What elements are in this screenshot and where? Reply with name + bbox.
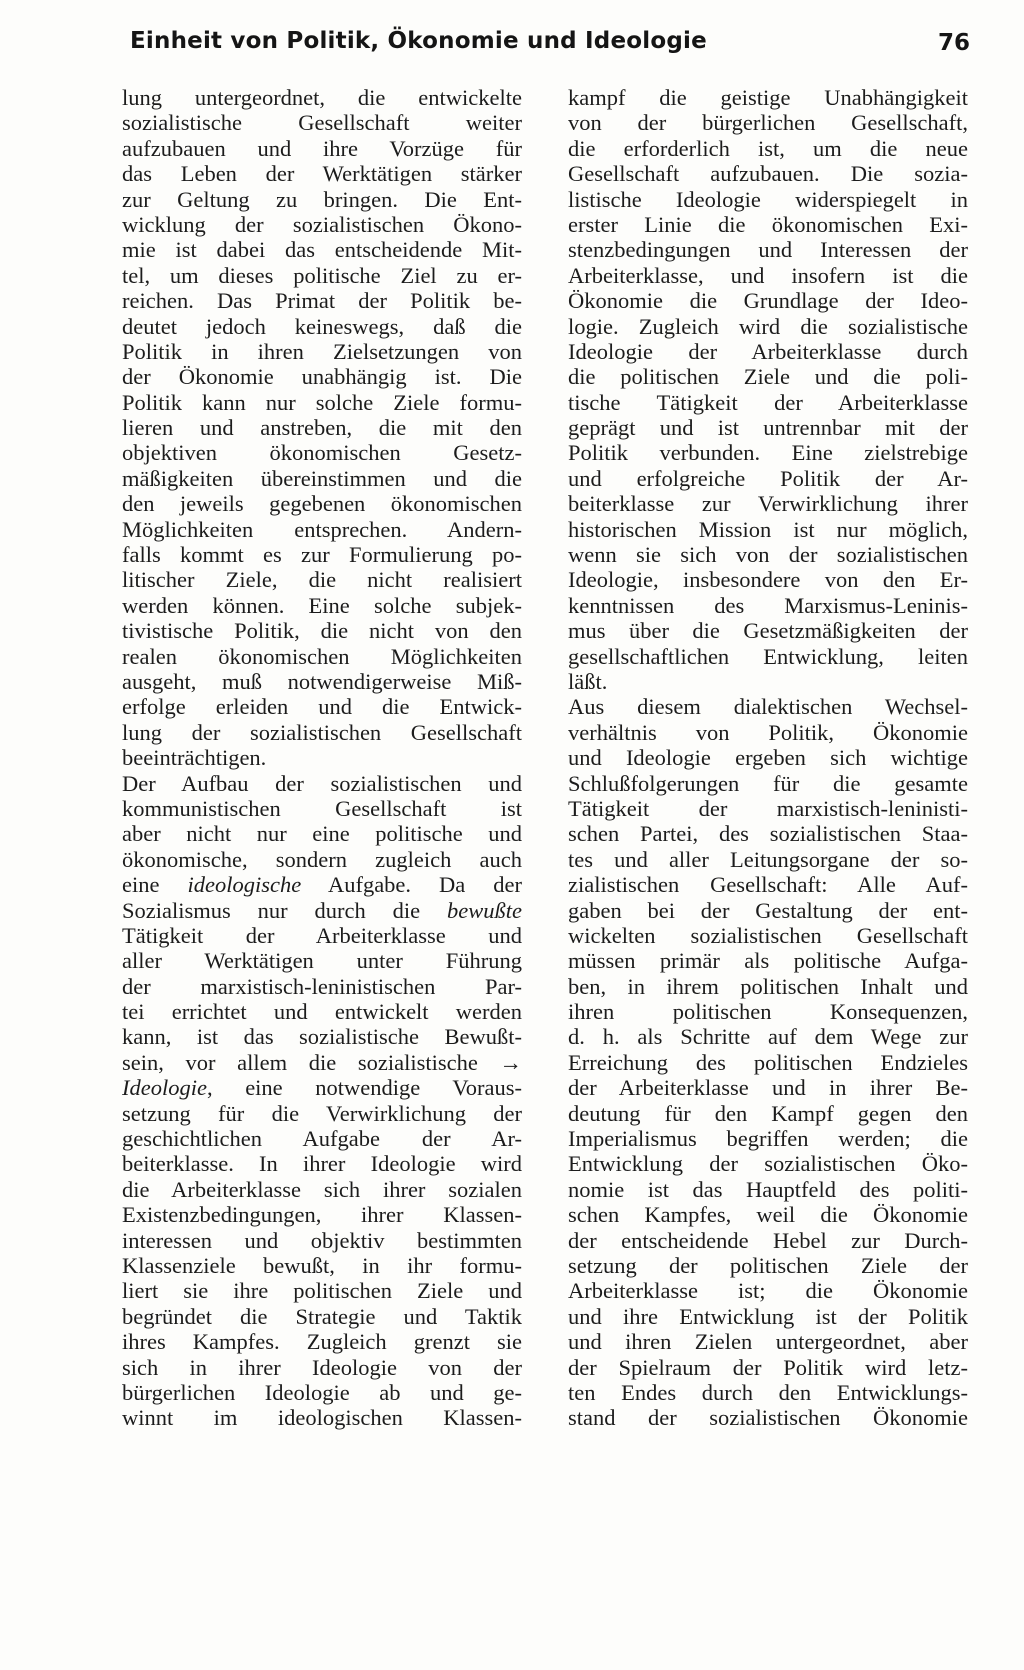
text-line: der marxistisch-leninistischen Par- [122,973,522,999]
text-line [122,898,522,923]
text-line: kann, ist das sozialistische Bewußt- [122,1024,522,1050]
text-line: lieren und anstreben, die mit den [122,415,522,441]
text-line: müssen primär als politische Aufga- [568,948,968,974]
text-line: deutet jedoch keineswegs, daß die [122,313,522,339]
text-line: deutung für den Kampf gegen den [568,1100,968,1126]
text-line: Politik verbunden. Eine zielstrebige [568,440,968,466]
text-line: tel, um dieses politische Ziel zu er- [122,262,522,288]
text-line: wickelten sozialistischen Gesellschaft [568,922,968,948]
text-line: tivistische Politik, die nicht von den [122,618,522,644]
text-line: erster Linie die ökonomischen Exi- [568,211,968,237]
text-line: der Ökonomie unabhängig ist. Die [122,364,522,390]
text-line: beiterklasse zur Verwirklichung ihrer [568,491,968,517]
text-line: Entwicklung der sozialistischen Öko- [568,1151,968,1177]
text-line: Imperialismus begriffen werden; die [568,1126,968,1152]
text-line: stenzbedingungen und Interessen der [568,237,968,263]
text-line: zur Geltung zu bringen. Die Ent- [122,186,522,212]
page-number: 76 [937,30,970,56]
text-line: liert sie ihre politischen Ziele und [122,1278,522,1304]
text-line: lung der sozialistischen Gesellschaft [122,719,522,745]
text-line: historischen Mission ist nur möglich, [568,516,968,542]
text-line: das Leben der Werktätigen stärker [122,161,522,187]
text-line: den jeweils gegebenen ökonomischen [122,491,522,517]
running-head [130,28,970,64]
text-line: Klassenziele bewußt, in ihr formu- [122,1252,522,1278]
text-line: von der bürgerlichen Gesellschaft, [568,110,968,136]
text-line: tei errichtet und entwickelt werden [122,999,522,1025]
text-line: gesellschaftlichen Entwicklung, leiten [568,643,968,669]
text-line: geprägt und ist untrennbar mit der [568,415,968,441]
text-line: lung untergeordnet, die entwickelte [122,85,522,110]
text-line [122,1075,522,1100]
text-line: Politik kann nur solche Ziele formu- [122,389,522,415]
text-line: schen Kampfes, weil die Ökonomie [568,1202,968,1228]
text-line: mäßigkeiten übereinstimmen und die [122,465,522,491]
text-run: Sozialismus nur durch die [122,897,448,923]
text-line: stand der sozialistischen Ökonomie [568,1405,968,1431]
text-run: , eine notwendige Voraus- [206,1075,522,1101]
text-line: winnt im ideologischen Klassen- [122,1405,522,1431]
text-line: sozialistische Gesellschaft weiter [122,110,522,136]
text-line: sein, vor allem die sozialistische → [122,1049,522,1075]
text-line: Gesellschaft aufzubauen. Die sozia- [568,161,968,187]
text-line: Schlußfolgerungen für die gesamte [568,770,968,796]
text-line: Erreichung des politischen Endzieles [568,1049,968,1075]
text-line: der Arbeiterklasse und in ihrer Be- [568,1075,968,1101]
text-line: setzung für die Verwirklichung der [122,1100,522,1126]
text-line: begründet die Strategie und Taktik [122,1303,522,1329]
text-line: zialistischen Gesellschaft: Alle Auf- [568,872,968,898]
text-line: aber nicht nur eine politische und [122,821,522,847]
text-line: Möglichkeiten entsprechen. Andern- [122,516,522,542]
text-line: wenn sie sich von der sozialistischen [568,542,968,568]
emphasized-term: Ideologie [122,1075,207,1101]
text-line: ben, in ihrem politischen Inhalt und [568,973,968,999]
text-line: gaben bei der Gestaltung der ent- [568,897,968,923]
text-line: Existenzbedingungen, ihrer Klassen- [122,1202,522,1228]
text-line: Ökonomie die Grundlage der Ideo- [568,288,968,314]
text-line [122,872,522,897]
text-line: Arbeiterklasse, und insofern ist die [568,262,968,288]
text-line: geschichtlichen Aufgabe der Ar- [122,1126,522,1152]
text-line: und ihre Entwicklung ist der Politik [568,1303,968,1329]
text-line: schen Partei, des sozialistischen Staa- [568,821,968,847]
text-line: nomie ist das Hauptfeld des politi- [568,1176,968,1202]
text-line: tische Tätigkeit der Arbeiterklasse [568,389,968,415]
text-line: kommunistischen Gesellschaft ist [122,795,522,821]
text-line: ten Endes durch den Entwicklungs- [568,1379,968,1405]
text-line: ihren politischen Konsequenzen, [568,999,968,1025]
text-line: verhältnis von Politik, Ökonomie [568,719,968,745]
text-line: kenntnissen des Marxismus-Leninis- [568,592,968,618]
text-column-left [122,85,522,1431]
text-line: falls kommt es zur Formulierung po- [122,542,522,568]
column-gutter [545,95,546,1465]
text-run: Aufgabe. Da der [301,872,522,898]
text-line: aufzubauen und ihre Vorzüge für [122,135,522,161]
text-line: objektiven ökonomischen Gesetz- [122,440,522,466]
text-line: setzung der politischen Ziele der [568,1252,968,1278]
text-line: listische Ideologie widerspiegelt in [568,186,968,212]
text-line: ihres Kampfes. Zugleich grenzt sie [122,1329,522,1355]
text-line: Ideologie der Arbeiterklasse durch [568,338,968,364]
text-line: Arbeiterklasse ist; die Ökonomie [568,1278,968,1304]
running-head-title: Einheit von Politik, Ökonomie und Ideologie [130,28,707,54]
text-line: Ideologie, insbesondere von den Er- [568,567,968,593]
text-line: werden können. Eine solche subjek- [122,592,522,618]
text-line: bürgerlichen Ideologie ab und ge- [122,1379,522,1405]
text-line: aller Werktätigen unter Führung [122,948,522,974]
text-line: kampf die geistige Unabhängigkeit [568,85,968,110]
text-line: die erforderlich ist, um die neue [568,135,968,161]
text-line: Tätigkeit der Arbeiterklasse und [122,922,522,948]
text-line: ausgeht, muß notwendigerweise Miß- [122,668,522,694]
text-column-right [568,85,968,1431]
text-line: Politik in ihren Zielsetzungen von [122,338,522,364]
text-line: reichen. Das Primat der Politik be- [122,288,522,314]
text-line: läßt. [568,668,608,694]
text-line: und ihren Zielen untergeordnet, aber [568,1329,968,1355]
text-line: realen ökonomischen Möglichkeiten [122,643,522,669]
text-line: Aus diesem dialektischen Wechsel- [568,694,968,720]
text-line: mus über die Gesetzmäßigkeiten der [568,618,968,644]
text-line: der Spielraum der Politik wird letz- [568,1354,968,1380]
text-line: erfolge erleiden und die Entwick- [122,694,522,720]
text-line: Tätigkeit der marxistisch-leninisti- [568,795,968,821]
text-line: die politischen Ziele und die poli- [568,364,968,390]
emphasized-term: bewußte [447,897,522,923]
text-line: ökonomische, sondern zugleich auch [122,846,522,872]
text-line: beeinträchtigen. [122,745,267,771]
text-line: und Ideologie ergeben sich wichtige [568,745,968,771]
text-line: interessen und objektiv bestimmten [122,1227,522,1253]
text-line: mie ist dabei das entscheidende Mit- [122,237,522,263]
text-run: eine [122,872,188,898]
emphasized-term: ideologische [187,872,302,898]
text-line: litischer Ziele, die nicht realisiert [122,567,522,593]
text-line: beiterklasse. In ihrer Ideologie wird [122,1151,522,1177]
text-line: tes und aller Leitungsorgane der so- [568,846,968,872]
text-line: d. h. als Schritte auf dem Wege zur [568,1024,968,1050]
text-line: Der Aufbau der sozialistischen und [122,770,522,796]
text-line: wicklung der sozialistischen Ökono- [122,211,522,237]
text-line: sich in ihrer Ideologie von der [122,1354,522,1380]
text-line: der entscheidende Hebel zur Durch- [568,1227,968,1253]
text-line: und erfolgreiche Politik der Ar- [568,465,968,491]
text-line: logie. Zugleich wird die sozialistische [568,313,968,339]
text-line: die Arbeiterklasse sich ihrer sozialen [122,1176,522,1202]
